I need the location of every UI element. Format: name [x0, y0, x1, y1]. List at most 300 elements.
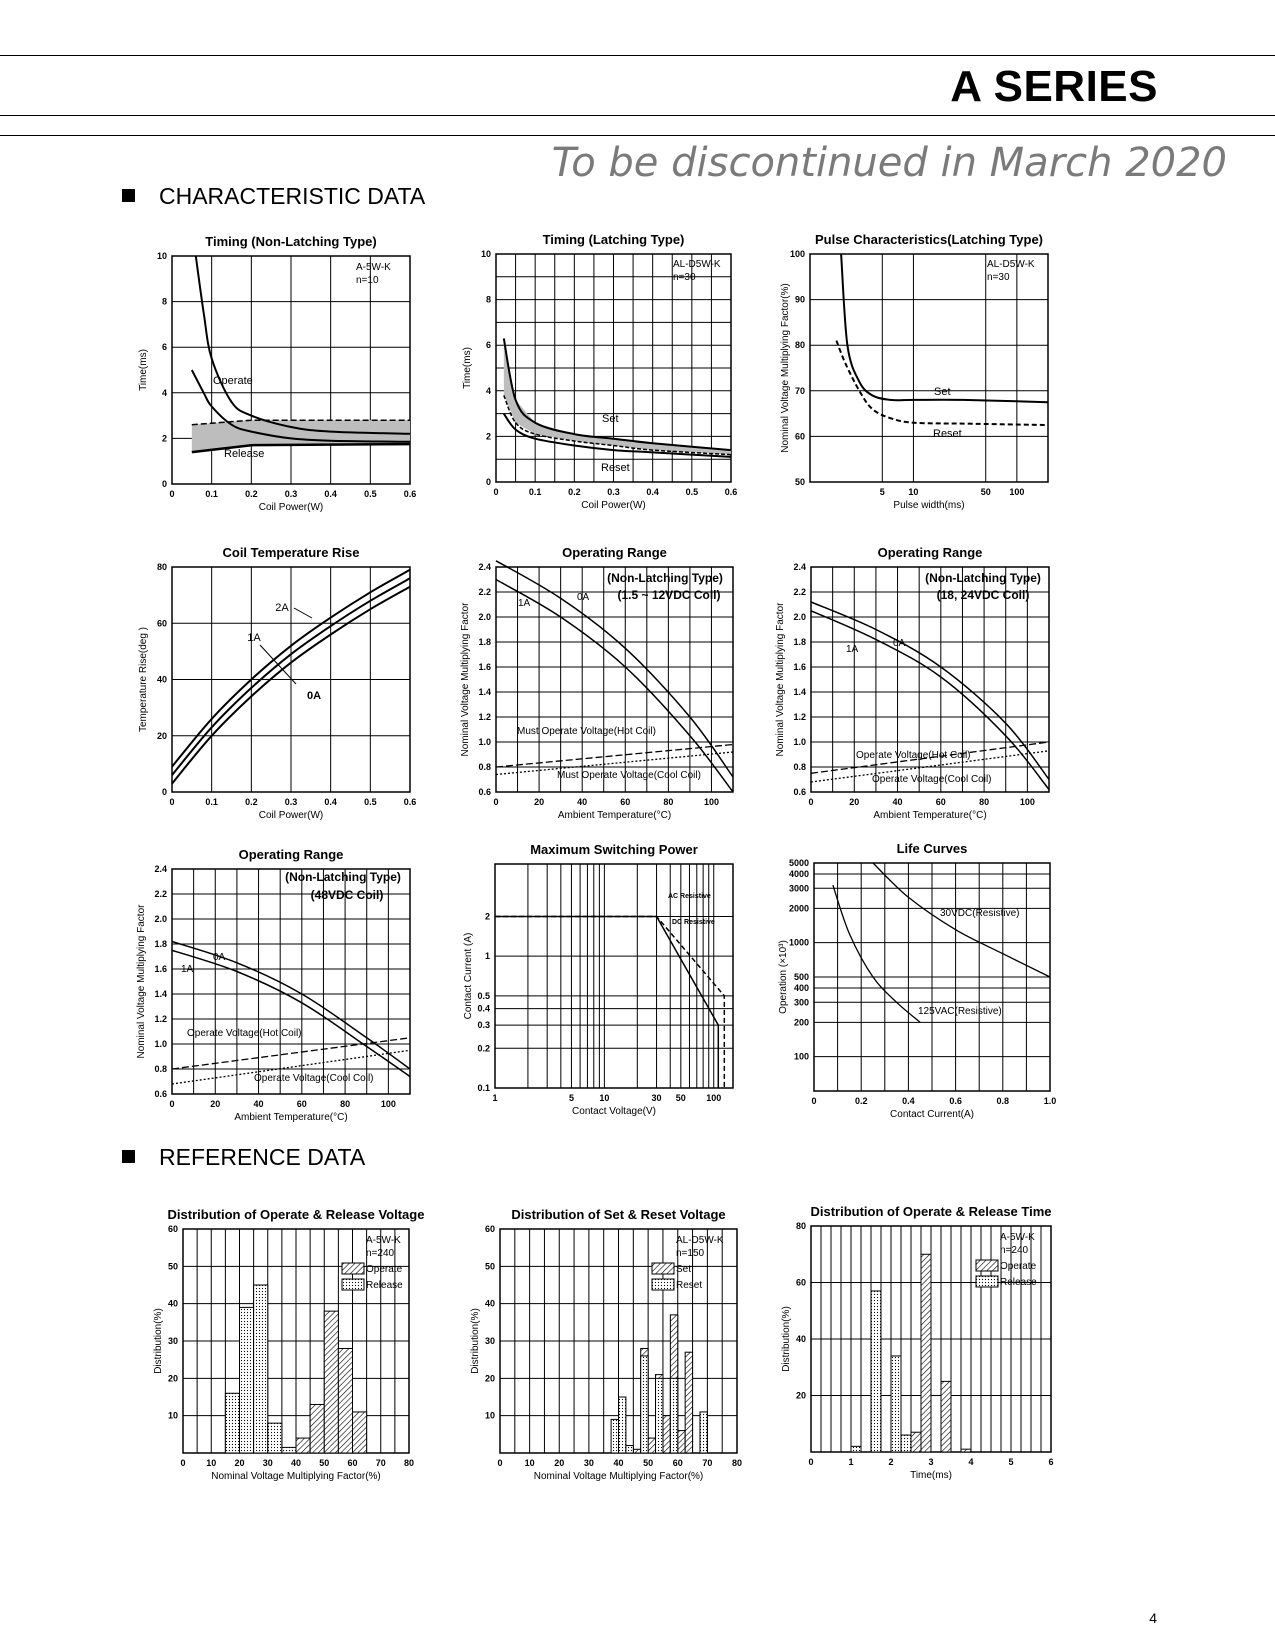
- y-tick-label: 1.8: [478, 637, 491, 647]
- y-tick-label: 1.2: [478, 712, 491, 722]
- y-tick-label: 4: [161, 387, 167, 398]
- x-tick-label: 20: [234, 1458, 245, 1468]
- histogram-bar: [648, 1438, 655, 1453]
- chart-c4: [138, 545, 416, 821]
- y-tick-label: 80: [795, 1221, 806, 1231]
- y-tick-label: 1.6: [478, 662, 491, 672]
- histogram-bar: [851, 1446, 861, 1452]
- y-tick-label: 1.0: [793, 737, 806, 747]
- y-tick-label: 10: [156, 251, 167, 261]
- histogram-bar: [941, 1381, 951, 1452]
- y-tick-label: 20: [156, 730, 167, 741]
- x-tick-label: 80: [403, 1458, 415, 1468]
- y-tick-label: 5000: [788, 858, 809, 868]
- series-title: A SERIES: [950, 62, 1158, 111]
- x-axis-label: Coil Power(W): [258, 810, 324, 821]
- y-tick-label: 0.8: [154, 1064, 167, 1074]
- y-tick-label: 2.2: [793, 587, 806, 597]
- chart-title: Distribution of Operate & Release Voltage: [167, 1207, 425, 1222]
- x-tick-label: 1: [492, 1093, 498, 1103]
- y-tick-label: 1.2: [793, 712, 806, 722]
- y-tick-label: 60: [156, 618, 167, 629]
- x-tick-label: 0.2: [245, 797, 258, 807]
- y-tick-label: 8: [485, 294, 491, 305]
- histogram-bar: [678, 1431, 685, 1453]
- range-band: [504, 338, 731, 454]
- hot-label: Must Operate Voltage(Hot Coil): [517, 726, 656, 737]
- y-tick-label: 2: [161, 433, 167, 444]
- x-tick-label: 0: [169, 489, 175, 499]
- y-axis-label: Operation (×10³): [778, 940, 789, 1014]
- x-tick-label: 0: [808, 1457, 814, 1467]
- hot-coil-line: [172, 1038, 410, 1069]
- annotation: A-5W-K: [366, 1235, 401, 1246]
- label-1a: 1A: [518, 598, 531, 609]
- y-axis-label: Distribution(%): [781, 1306, 792, 1372]
- cool-label: Operate Voltage(Cool Coil): [254, 1073, 374, 1084]
- x-axis-label: Coil Power(W): [258, 502, 324, 513]
- annotation: n=30: [673, 272, 696, 283]
- x-tick-label: 0: [493, 797, 499, 807]
- box-line-1: (Non-Latching Type): [285, 870, 401, 884]
- x-tick-label: 0.4: [646, 487, 659, 497]
- reset-line: [836, 341, 1048, 425]
- x-tick-label: 0.3: [607, 487, 620, 497]
- y-tick-label: 90: [794, 294, 805, 305]
- x-tick-label: 0.2: [854, 1096, 868, 1106]
- y-tick-label: 1.4: [793, 687, 806, 697]
- x-tick-label: 0.1: [528, 487, 542, 497]
- y-tick-label: 2.4: [478, 562, 491, 572]
- y-tick-label: 1.4: [154, 989, 167, 999]
- chart-title: Pulse Characteristics(Latching Type): [814, 232, 1044, 247]
- chart-c5: [460, 545, 733, 821]
- dc-resistive-line: [495, 917, 718, 1089]
- chart-c2: [462, 232, 737, 511]
- histogram-bar: [282, 1447, 296, 1453]
- legend-label: Release: [1000, 1277, 1037, 1288]
- box-line-1: (Non-Latching Type): [607, 571, 723, 585]
- leader-line: [294, 608, 312, 618]
- chart-title: Distribution of Operate & Release Time: [810, 1204, 1052, 1219]
- y-tick-label: 1: [484, 951, 490, 962]
- y-tick-label: 50: [794, 477, 805, 487]
- x-tick-label: 1: [848, 1457, 854, 1467]
- legend-label: Operate: [1000, 1261, 1037, 1272]
- y-tick-label: 2: [485, 431, 491, 442]
- histogram-bar: [268, 1423, 282, 1453]
- y-tick-label: 60: [794, 431, 805, 442]
- cool-label: Operate Voltage(Cool Coil): [872, 774, 992, 785]
- legend-label: Release: [366, 1280, 403, 1291]
- chart-c8: [463, 842, 733, 1117]
- y-tick-label: 300: [793, 997, 809, 1008]
- y-tick-label: 0: [161, 787, 167, 797]
- y-tick-label: 1.2: [154, 1014, 167, 1024]
- x-tick-label: 50: [643, 1458, 654, 1468]
- y-axis-label: Distribution(%): [153, 1308, 164, 1374]
- y-tick-label: 50: [167, 1261, 178, 1272]
- chart-c1: [138, 234, 416, 513]
- x-tick-label: 100: [703, 797, 719, 807]
- y-tick-label: 0.6: [478, 787, 491, 797]
- annotation: AL-D5W-K: [676, 1235, 724, 1246]
- x-tick-label: 20: [534, 797, 545, 807]
- x-tick-label: 5: [1008, 1457, 1014, 1467]
- x-axis-label: Ambient Temperature(°C): [873, 810, 987, 821]
- y-axis-label: Nominal Voltage Multiplying Factor: [775, 602, 786, 757]
- y-tick-label: 0.8: [478, 762, 491, 772]
- y-tick-label: 10: [480, 249, 491, 259]
- x-tick-label: 50: [675, 1093, 686, 1103]
- y-tick-label: 30: [167, 1336, 178, 1346]
- dc-label: DC Resistive: [672, 919, 715, 926]
- legend-swatch-hatch: [652, 1263, 674, 1274]
- annotation: AL-D5W-K: [987, 259, 1035, 270]
- x-tick-label: 40: [577, 797, 588, 807]
- y-tick-label: 2.4: [793, 562, 806, 572]
- chart-title: Life Curves: [896, 841, 968, 856]
- x-tick-label: 5: [879, 487, 885, 497]
- y-tick-label: 40: [484, 1298, 495, 1309]
- y-tick-label: 1.4: [478, 687, 491, 697]
- x-axis-label: Pulse width(ms): [893, 500, 965, 511]
- legend-swatch-hatch: [342, 1263, 364, 1274]
- legend-label: Operate: [366, 1264, 403, 1275]
- x-tick-label: 60: [347, 1458, 358, 1468]
- y-tick-label: 10: [167, 1410, 178, 1421]
- y-tick-label: 0.5: [477, 990, 490, 1001]
- dc-life-curve: [873, 863, 1050, 977]
- y-tick-label: 0.6: [793, 787, 806, 797]
- x-tick-label: 0.6: [949, 1096, 962, 1106]
- y-tick-label: 30: [484, 1336, 495, 1346]
- y-tick-label: 20: [167, 1373, 178, 1384]
- x-tick-label: 0: [811, 1096, 817, 1106]
- x-tick-label: 80: [340, 1099, 351, 1109]
- x-tick-label: 0: [169, 1099, 175, 1109]
- y-tick-label: 2.0: [793, 612, 806, 622]
- y-axis-label: Distribution(%): [470, 1308, 481, 1374]
- histogram-bar: [324, 1311, 338, 1453]
- y-tick-label: 40: [167, 1298, 178, 1309]
- x-tick-label: 10: [908, 487, 919, 497]
- x-tick-label: 70: [375, 1458, 386, 1468]
- y-tick-label: 2.0: [478, 612, 491, 622]
- box-line-2: (48VDC Coil): [310, 888, 384, 902]
- x-tick-label: 60: [296, 1099, 307, 1109]
- y-tick-label: 1.0: [478, 737, 491, 747]
- chart-c3: [780, 232, 1048, 511]
- characteristic-heading: CHARACTERISTIC DATA: [122, 183, 425, 210]
- histogram-bar: [921, 1254, 931, 1452]
- y-tick-label: 1.0: [154, 1039, 167, 1049]
- box-line-1: (Non-Latching Type): [925, 571, 1041, 585]
- label-0a: 0A: [893, 638, 906, 649]
- histogram-bar: [641, 1356, 648, 1453]
- ac-label: 125VAC(Resistive): [918, 1006, 1002, 1017]
- hot-label: Operate Voltage(Hot Coil): [856, 750, 971, 761]
- histogram-bar: [700, 1412, 707, 1453]
- discontinued-notice: To be discontinued in March 2020: [551, 140, 1227, 186]
- x-tick-label: 40: [253, 1099, 264, 1109]
- histogram-bar: [611, 1419, 618, 1453]
- x-tick-label: 10: [524, 1458, 535, 1468]
- x-axis-label: Time(ms): [910, 1470, 952, 1481]
- histogram-bar: [353, 1412, 367, 1453]
- chart-title: Distribution of Set & Reset Voltage: [511, 1207, 726, 1222]
- y-axis-label: Temperature Rise(deg ): [138, 626, 149, 733]
- chart-title: Coil Temperature Rise: [222, 545, 360, 560]
- x-tick-label: 0: [180, 1458, 186, 1468]
- x-tick-label: 60: [672, 1458, 683, 1468]
- histogram-bar: [254, 1285, 268, 1453]
- x-tick-label: 1.0: [1043, 1096, 1057, 1106]
- histogram-bar: [663, 1416, 670, 1453]
- x-tick-label: 70: [702, 1458, 713, 1468]
- annotation: n=10: [356, 275, 379, 286]
- chart-title: Operating Range: [877, 545, 983, 560]
- y-tick-label: 80: [156, 562, 167, 572]
- histogram-bar: [871, 1291, 881, 1452]
- y-tick-label: 0.1: [477, 1083, 490, 1093]
- x-tick-label: 5: [568, 1093, 574, 1103]
- annotation: n=150: [676, 1248, 705, 1259]
- legend-swatch-dots: [342, 1279, 364, 1290]
- histogram-bar: [310, 1404, 324, 1453]
- x-axis-label: Ambient Temperature(°C): [234, 1112, 348, 1123]
- legend-swatch-dots: [652, 1279, 674, 1290]
- chart-c7: [136, 847, 410, 1123]
- x-tick-label: 10: [206, 1458, 217, 1468]
- y-tick-label: 2.2: [154, 889, 167, 899]
- curve-1a: [811, 611, 1049, 790]
- y-tick-label: 2.4: [154, 864, 167, 874]
- chart-title: Timing (Latching Type): [542, 232, 685, 247]
- y-axis-label: Nominal Voltage Multiplying Factor(%): [780, 283, 791, 453]
- x-tick-label: 0.6: [403, 489, 417, 499]
- annotation: n=30: [987, 272, 1010, 283]
- label-1a: 1A: [247, 632, 261, 644]
- x-tick-label: 40: [892, 797, 903, 807]
- y-tick-label: 80: [794, 340, 805, 351]
- y-tick-label: 0.8: [793, 762, 806, 772]
- chart-title: Operating Range: [562, 545, 667, 560]
- hot-coil-line: [496, 745, 733, 768]
- box-line-2: (18, 24VDC Coil): [936, 588, 1030, 602]
- chart-c6: [775, 545, 1049, 821]
- y-tick-label: 70: [794, 385, 805, 396]
- x-axis-label: Contact Voltage(V): [572, 1106, 656, 1117]
- x-tick-label: 0.6: [403, 797, 417, 807]
- x-tick-label: 50: [319, 1458, 330, 1468]
- label-0a: 0A: [213, 952, 226, 963]
- x-tick-label: 60: [620, 797, 631, 807]
- y-tick-label: 4: [485, 385, 491, 396]
- x-tick-label: 0: [169, 797, 175, 807]
- x-tick-label: 0.3: [284, 489, 298, 499]
- chart-title: Maximum Switching Power: [530, 842, 698, 857]
- x-tick-label: 2: [888, 1457, 894, 1467]
- y-tick-label: 2000: [788, 903, 809, 914]
- label-1a: 1A: [846, 644, 859, 655]
- chart-r3: [781, 1204, 1054, 1481]
- y-tick-label: 2: [484, 911, 490, 922]
- y-tick-label: 4000: [788, 869, 809, 880]
- y-tick-label: 0.2: [477, 1043, 490, 1054]
- set-label: Set: [934, 386, 951, 398]
- x-tick-label: 20: [210, 1099, 221, 1109]
- histogram-bar: [633, 1449, 640, 1453]
- y-tick-label: 1.6: [793, 662, 806, 672]
- page-number: 4: [1149, 1610, 1157, 1626]
- x-tick-label: 40: [613, 1458, 624, 1468]
- y-tick-label: 8: [161, 296, 167, 307]
- legend-label: Reset: [676, 1280, 703, 1291]
- y-tick-label: 50: [484, 1261, 495, 1272]
- ac-label: AC Resistive: [668, 893, 711, 900]
- plot-frame: [172, 869, 410, 1094]
- y-tick-label: 1.6: [154, 964, 167, 974]
- x-tick-label: 30: [262, 1458, 273, 1468]
- y-tick-label: 100: [789, 249, 805, 259]
- histogram-bar: [296, 1438, 310, 1453]
- label-0a: 0A: [577, 592, 590, 603]
- histogram-bar: [626, 1446, 633, 1453]
- annotation: n=240: [1000, 1245, 1029, 1256]
- y-tick-label: 1.8: [793, 637, 806, 647]
- y-tick-label: 60: [795, 1277, 806, 1288]
- x-tick-label: 0: [493, 487, 499, 497]
- y-tick-label: 1000: [788, 937, 809, 948]
- label-0a: 0A: [306, 690, 322, 702]
- box-line-2: (1.5 ~ 12VDC Coil): [617, 588, 721, 602]
- histogram-bar: [685, 1352, 692, 1453]
- x-axis-label: Nominal Voltage Multiplying Factor(%): [211, 1471, 381, 1482]
- x-tick-label: 0.6: [724, 487, 738, 497]
- chart-title: Operating Range: [238, 847, 344, 862]
- annotation: A-5W-K: [1000, 1232, 1035, 1243]
- histogram-bar: [225, 1393, 239, 1453]
- x-tick-label: 100: [380, 1099, 396, 1109]
- x-tick-label: 0: [497, 1458, 503, 1468]
- x-tick-label: 20: [554, 1458, 565, 1468]
- y-tick-label: 2.2: [478, 587, 491, 597]
- x-tick-label: 20: [849, 797, 860, 807]
- x-tick-label: 0.4: [902, 1096, 915, 1106]
- reset-label: Reset: [601, 462, 630, 474]
- x-tick-label: 0.5: [364, 489, 377, 499]
- chart-r2: [470, 1207, 742, 1482]
- x-tick-label: 6: [1048, 1457, 1054, 1467]
- x-tick-label: 40: [290, 1458, 302, 1468]
- y-tick-label: 1.8: [154, 939, 167, 949]
- x-tick-label: 80: [663, 797, 674, 807]
- legend-label: Set: [676, 1264, 692, 1275]
- legend-swatch-dots: [976, 1276, 998, 1287]
- x-tick-label: 0.1: [205, 797, 218, 807]
- chart-c9: [778, 841, 1056, 1120]
- x-tick-label: 0.8: [996, 1096, 1010, 1106]
- histogram-bar: [891, 1356, 901, 1452]
- y-axis-label: Nominal Voltage Multiplying Factor: [136, 904, 147, 1059]
- cool-label: Must Operate Voltage(Cool Coil): [557, 770, 701, 781]
- x-tick-label: 0.4: [324, 489, 337, 499]
- y-tick-label: 20: [484, 1373, 495, 1384]
- y-axis-label: Contact Current (A): [463, 932, 474, 1020]
- y-tick-label: 400: [793, 983, 809, 994]
- legend-swatch-hatch: [976, 1260, 998, 1271]
- y-tick-label: 0.6: [154, 1089, 167, 1099]
- x-axis-label: Contact Current(A): [890, 1109, 974, 1120]
- histogram-bar: [656, 1378, 663, 1453]
- x-tick-label: 4: [968, 1457, 974, 1467]
- x-tick-label: 80: [731, 1458, 743, 1468]
- y-tick-label: 0.4: [477, 1003, 490, 1014]
- x-tick-label: 60: [935, 797, 946, 807]
- x-tick-label: 0.2: [568, 487, 581, 497]
- annotation: AL-D5W-K: [673, 259, 721, 270]
- x-tick-label: 100: [1019, 797, 1035, 807]
- histogram-bar: [901, 1435, 911, 1452]
- label-2a: 2A: [275, 602, 289, 614]
- histogram-bar: [961, 1449, 971, 1452]
- set-label: Set: [602, 413, 619, 425]
- y-tick-label: 200: [793, 1017, 809, 1028]
- y-tick-label: 6: [161, 342, 167, 353]
- y-tick-label: 3000: [788, 883, 809, 894]
- y-tick-label: 500: [793, 972, 809, 982]
- y-tick-label: 0: [485, 477, 491, 487]
- x-tick-label: 10: [599, 1093, 610, 1103]
- histogram-bar: [338, 1348, 352, 1453]
- x-tick-label: 50: [980, 487, 991, 497]
- x-tick-label: 0.5: [364, 797, 377, 807]
- x-tick-label: 0.4: [324, 797, 337, 807]
- y-tick-label: 20: [795, 1390, 806, 1401]
- y-tick-label: 40: [795, 1334, 806, 1344]
- reset-label: Reset: [933, 428, 962, 440]
- y-tick-label: 0.3: [477, 1020, 490, 1031]
- annotation: n=240: [366, 1248, 395, 1259]
- x-tick-label: 0.5: [685, 487, 699, 497]
- x-tick-label: 100: [1009, 487, 1025, 497]
- y-tick-label: 40: [156, 674, 167, 685]
- annotation: A-5W-K: [356, 262, 391, 273]
- x-tick-label: 30: [583, 1458, 594, 1468]
- release-label: Release: [224, 448, 265, 460]
- y-tick-label: 10: [484, 1410, 495, 1421]
- y-axis-label: Time(ms): [462, 347, 473, 389]
- x-axis-label: Nominal Voltage Multiplying Factor(%): [533, 1471, 704, 1482]
- hot-label: Operate Voltage(Hot Coil): [187, 1028, 302, 1039]
- y-tick-label: 60: [167, 1224, 178, 1234]
- x-tick-label: 30: [651, 1093, 662, 1103]
- plot-frame: [810, 254, 1048, 482]
- reference-heading: REFERENCE DATA: [122, 1144, 365, 1171]
- y-axis-label: Nominal Voltage Multiplying Factor: [460, 602, 471, 757]
- x-tick-label: 0.3: [284, 797, 298, 807]
- histogram-bar: [240, 1307, 254, 1453]
- y-tick-label: 60: [484, 1224, 495, 1234]
- x-tick-label: 100: [706, 1093, 722, 1103]
- y-tick-label: 6: [485, 340, 491, 351]
- histogram-bar: [619, 1397, 626, 1453]
- x-tick-label: 0: [808, 797, 814, 807]
- operate-label: Operate: [213, 375, 253, 387]
- curve-1a: [496, 580, 733, 793]
- x-tick-label: 3: [928, 1457, 934, 1467]
